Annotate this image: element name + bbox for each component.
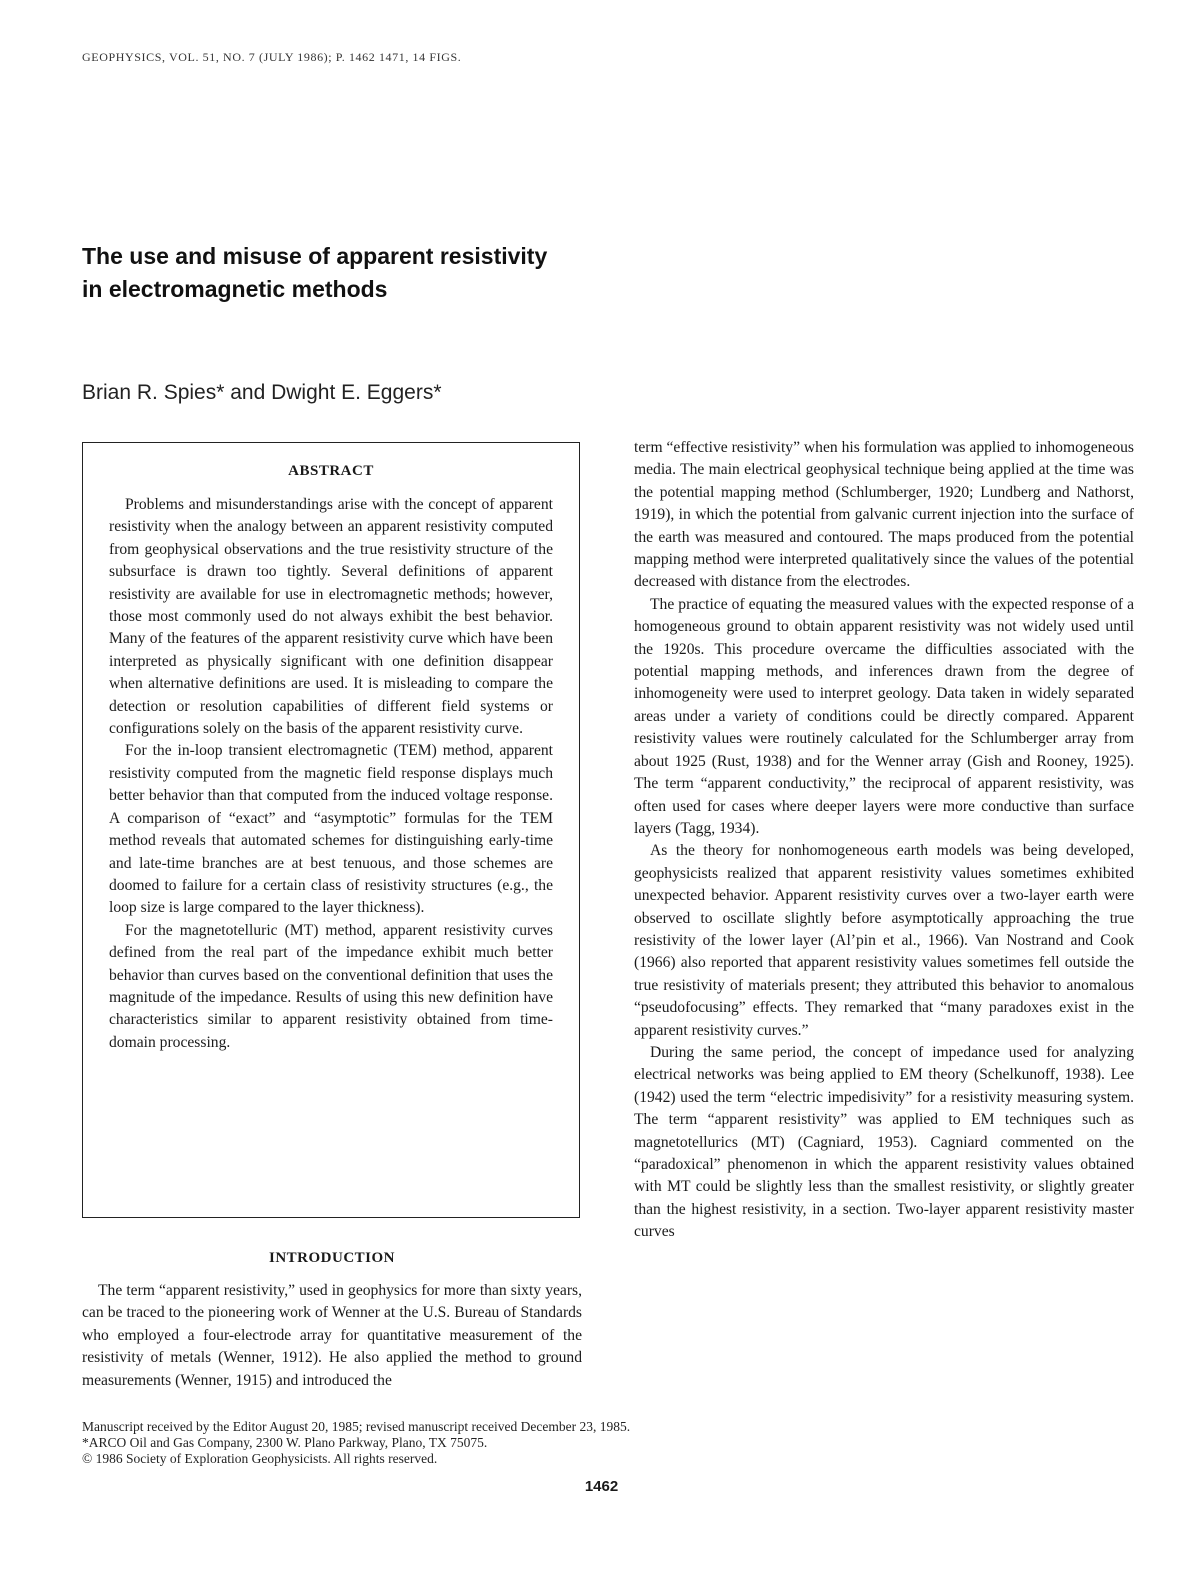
footnotes: [82, 1419, 882, 1467]
article-authors: Brian R. Spies* and Dwight E. Eggers*: [82, 381, 442, 404]
right-column: [634, 437, 1134, 1244]
abstract-box: [82, 442, 580, 1218]
right-paragraph-2: The practice of equating the measured values with the expected response of a homogeneous ground to obtain apparent resistivity was not widely used until the 1920s. This procedure overcame the difficulties associated with the potential mapping methods, and inferences drawn from the degree of inhomogeneity were used to interpret geology. Data taken in widely separated areas under a variety of conditions could be directly compared. Apparent resistivity values were routinely calculated for the Schlumberger array from about 1925 (Rust, 1938) and for the Wenner array (Gish and Rooney, 1925). The term “apparent conductivity,” the reciprocal of apparent resistivity, was often used for cases where deeper layers were more conductive than surface layers (Tagg, 1934).: [634, 595, 1134, 837]
abstract-heading: ABSTRACT: [288, 463, 374, 479]
footnote-received: Manuscript received by the Editor August 20, 1985; revised manuscript received December 23, 1985.: [82, 1419, 631, 1434]
introduction-left-column: [82, 1280, 582, 1392]
abstract-paragraph-2: For the in-loop transient electromagnetic (TEM) method, apparent resistivity computed from the magnetic field response displays much better behavior than that computed from the induced voltage response. A comparison of “exact” and “asymptotic” formulas for the TEM method reveals that automated schemes for distinguishing early-time and late-time branches are at best tenuous, and those schemes are doomed to failure for a certain class of resistivity structures (e.g., the loop size is large compared to the layer thickness).: [109, 742, 553, 917]
article-title: [82, 240, 782, 306]
introduction-heading: INTRODUCTION: [268, 1250, 395, 1266]
page-number: 1462: [584, 1478, 619, 1495]
abstract-paragraph-3: For the magnetotelluric (MT) method, apparent resistivity curves defined from the real part of the impedance exhibit much better behavior than curves based on the conventional definition that uses the magnitude of the impedance. Results of using this new definition have characteristics similar to apparent resistivity obtained from time-domain processing.: [109, 921, 553, 1051]
right-paragraph-3: As the theory for nonhomogeneous earth models was being developed, geophysicists realized that apparent resistivity values sometimes exhibited unexpected behavior. Apparent resistivity curves over a two-layer earth were observed to oscillate slightly before asymptotically approaching the true resistivity of the lower layer (Al’pin et al., 1966). Van Nostrand and Cook (1966) also reported that apparent resistivity values sometimes fell outside the true resistivity of materials present; they attributed this behavior to anomalous “pseudofocusing” effects. They remarked that “many paradoxes exist in the apparent resistivity curves.”: [634, 842, 1134, 1039]
footnote-copyright: © 1986 Society of Exploration Geophysicists. All rights reserved.: [82, 1451, 438, 1466]
right-paragraph-1: term “effective resistivity” when his formulation was applied to inhomogeneous media. The main electrical geophysical technique being applied at the time was the potential mapping method (Schlumberger, 1920; Lundberg and Nathorst, 1919), in which the potential from galvanic current injection into the surface of the earth was measured and contoured. The maps produced from the potential mapping method were interpreted qualitatively since the values of the potential decreased with distance from the electrodes.: [634, 439, 1134, 591]
right-paragraph-4: During the same period, the concept of impedance used for analyzing electrical networks was being applied to EM theory (Schelkunoff, 1938). Lee (1942) used the term “electric impedisivity” for a resistivity measuring system. The term “apparent resistivity” was applied to EM techniques such as magnetotellurics (MT) (Cagniard, 1953). Cagniard commented on the “paradoxical” phenomenon in which the apparent resistivity values obtained with MT could be slightly less than the smallest resistivity, or slightly greater than the highest resistivity, in a section. Two-layer apparent resistivity master curves: [634, 1043, 1134, 1241]
introduction-paragraph-1: The term “apparent resistivity,” used in geophysics for more than sixty years, can be traced to the pioneering work of Wenner at the U.S. Bureau of Standards who employed a four-electrode array for quantitative measurement of the resistivity of metals (Wenner, 1912). He also applied the method to ground measurements (Wenner, 1915) and introduced the: [82, 1282, 582, 1389]
article-title-line-1: The use and misuse of apparent resistivity: [82, 243, 548, 269]
footnote-affiliation: *ARCO Oil and Gas Company, 2300 W. Plano Parkway, Plano, TX 75075.: [82, 1435, 488, 1450]
article-title-line-2: in electromagnetic methods: [82, 276, 388, 302]
journal-citation-header: GEOPHYSICS, VOL. 51, NO. 7 (JULY 1986); P. 1462 1471, 14 FIGS.: [82, 50, 462, 64]
abstract-paragraph-1: Problems and misunderstandings arise with the concept of apparent resistivity when the analogy between an apparent resistivity computed from geophysical observations and the true resistivity structure of the subsurface is drawn too tightly. Several definitions of apparent resistivity are available for use in electromagnetic methods; however, those most commonly used do not always exhibit the best behavior. Many of the features of the apparent resistivity curve which have been interpreted as physically significant with one definition disappear when alternative definitions are used. It is misleading to compare the detection or resolution capabilities of different field systems or configurations solely on the basis of the apparent resistivity curve.: [109, 496, 553, 738]
